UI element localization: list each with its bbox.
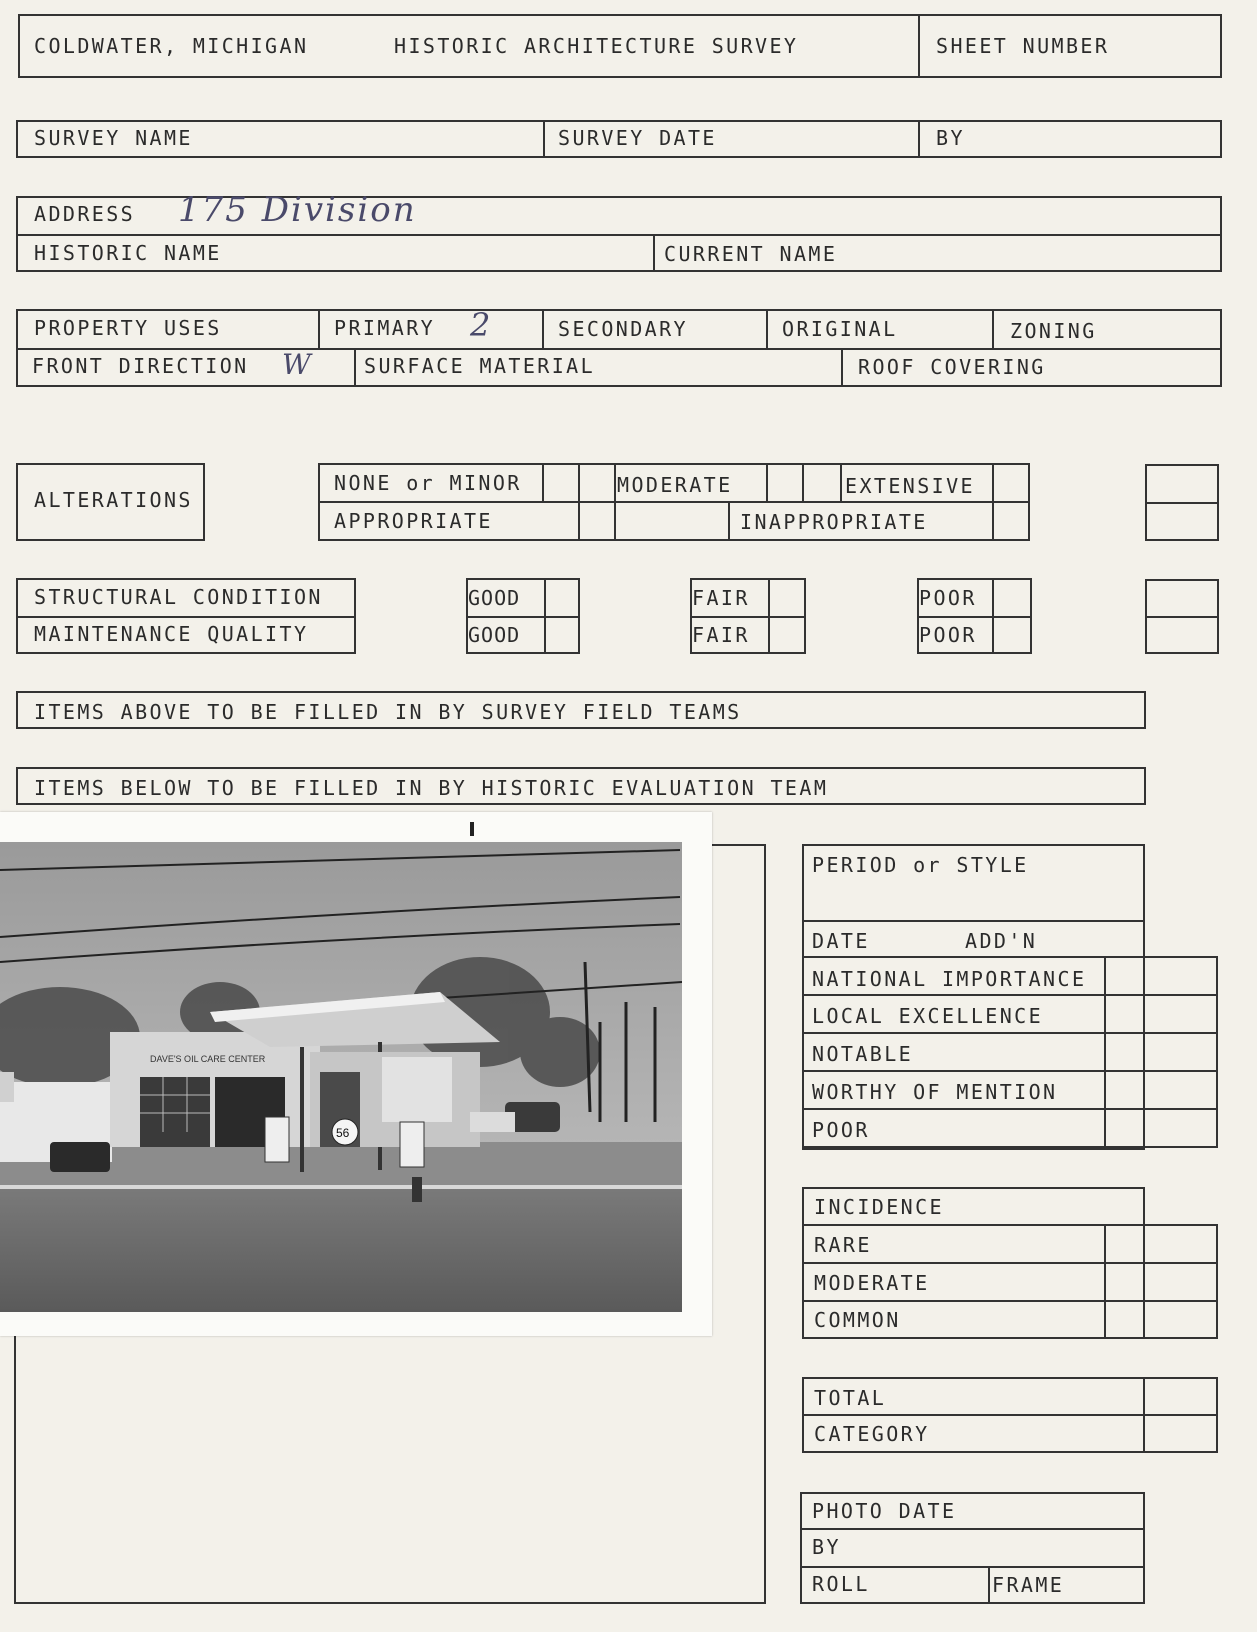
period-style-label: PERIOD or STYLE bbox=[812, 853, 1029, 877]
appropriate-label: APPROPRIATE bbox=[334, 509, 493, 533]
good-div bbox=[544, 578, 546, 654]
zoning-label: ZONING bbox=[1010, 319, 1097, 343]
eval-poor-label: POOR bbox=[812, 1118, 870, 1142]
frame-label: FRAME bbox=[992, 1573, 1065, 1597]
historic-name-label: HISTORIC NAME bbox=[34, 241, 222, 265]
cond-score-mid bbox=[1145, 616, 1219, 618]
alt-mid-line bbox=[318, 501, 1030, 503]
fair-mid bbox=[690, 616, 806, 618]
alterations-label: ALTERATIONS bbox=[34, 488, 193, 512]
below-note: ITEMS BELOW TO BE FILLED IN BY HISTORIC EVALUATION TEAM bbox=[34, 776, 829, 800]
alt-v6 bbox=[840, 463, 842, 501]
photo-area-bottom bbox=[14, 1602, 766, 1604]
shop-sign: DAVE'S OIL CARE CENTER bbox=[150, 1054, 266, 1064]
survey-divider-2 bbox=[918, 120, 920, 158]
secondary-label: SECONDARY bbox=[558, 317, 688, 341]
none-minor-label: NONE or MINOR bbox=[334, 471, 522, 495]
inc-score-div bbox=[1104, 1224, 1106, 1339]
structural-poor-label: POOR bbox=[919, 586, 977, 610]
alt-v5 bbox=[802, 463, 804, 501]
fuel-pump bbox=[265, 1117, 289, 1162]
worthy-of-mention-label: WORTHY OF MENTION bbox=[812, 1080, 1058, 1104]
front-direction-value: W bbox=[282, 348, 311, 381]
prop-div-6 bbox=[841, 348, 843, 387]
roll-label: ROLL bbox=[812, 1572, 870, 1596]
maintenance-good-label: GOOD bbox=[468, 623, 521, 647]
gas-station-photo bbox=[0, 842, 682, 1312]
photo-area-right bbox=[764, 844, 766, 1604]
maintenance-poor-label: POOR bbox=[919, 623, 977, 647]
total-div bbox=[1143, 1377, 1145, 1453]
photo-mark bbox=[470, 822, 474, 836]
survey-by-label: BY bbox=[936, 126, 965, 150]
alt-v7 bbox=[992, 463, 994, 541]
eval-line-1 bbox=[802, 956, 1218, 958]
structural-good-label: GOOD bbox=[468, 586, 521, 610]
eval-line-4 bbox=[802, 1070, 1218, 1072]
inc-line-3 bbox=[802, 1300, 1218, 1302]
total-label: TOTAL bbox=[814, 1386, 887, 1410]
alt-score-mid bbox=[1145, 502, 1219, 504]
prop-div-1 bbox=[318, 309, 320, 348]
total-mid bbox=[802, 1414, 1218, 1416]
moderate-label: MODERATE bbox=[617, 473, 733, 497]
date-label: DATE bbox=[812, 929, 870, 953]
fuel-pump bbox=[400, 1122, 424, 1167]
inc-score-right bbox=[1216, 1224, 1218, 1339]
addn-label: ADD'N bbox=[965, 929, 1038, 953]
eval-line-date bbox=[802, 920, 1145, 922]
maintenance-quality-label: MAINTENANCE QUALITY bbox=[34, 622, 309, 646]
maintenance-fair-label: FAIR bbox=[692, 623, 750, 647]
photo-info-line-1 bbox=[800, 1528, 1145, 1530]
eval-line-5 bbox=[802, 1108, 1218, 1110]
prop-div-4 bbox=[992, 309, 994, 348]
photo-date-label: PHOTO DATE bbox=[812, 1499, 957, 1523]
cond-label-mid bbox=[16, 616, 356, 618]
alt-v3 bbox=[614, 463, 616, 541]
inc-line-1 bbox=[802, 1224, 1218, 1226]
eval-line-3 bbox=[802, 1032, 1218, 1034]
alt-v1 bbox=[542, 463, 544, 501]
eval-score-div bbox=[1104, 956, 1106, 1148]
evaluation-box bbox=[802, 844, 1145, 1150]
survey-divider-1 bbox=[543, 120, 545, 158]
primary-label: PRIMARY bbox=[334, 316, 436, 340]
sheet-number-label: SHEET NUMBER bbox=[936, 34, 1110, 58]
front-direction-label: FRONT DIRECTION bbox=[32, 354, 249, 378]
poor-div bbox=[992, 578, 994, 654]
good-mid bbox=[466, 616, 580, 618]
survey-title: HISTORIC ARCHITECTURE SURVEY bbox=[394, 34, 799, 58]
photo-card bbox=[0, 812, 712, 1336]
photo-area-top bbox=[712, 844, 766, 846]
fair-div bbox=[768, 578, 770, 654]
surface-material-label: SURFACE MATERIAL bbox=[364, 354, 596, 378]
alt-v8 bbox=[578, 501, 580, 541]
category-label: CATEGORY bbox=[814, 1422, 930, 1446]
incidence-label: INCIDENCE bbox=[814, 1195, 944, 1219]
address-label: ADDRESS bbox=[34, 202, 136, 226]
extensive-label: EXTENSIVE bbox=[845, 474, 975, 498]
national-importance-label: NATIONAL IMPORTANCE bbox=[812, 967, 1087, 991]
photo-info-line-2 bbox=[800, 1566, 1145, 1568]
eval-line-2 bbox=[802, 994, 1218, 996]
address-value: 175 Division bbox=[178, 190, 417, 230]
city-label: COLDWATER, MICHIGAN bbox=[34, 34, 309, 58]
alt-v2 bbox=[578, 463, 580, 501]
common-label: COMMON bbox=[814, 1308, 901, 1332]
roof-covering-label: ROOF COVERING bbox=[858, 355, 1046, 379]
survey-date-label: SURVEY DATE bbox=[558, 126, 717, 150]
inappropriate-label: INAPPROPRIATE bbox=[740, 510, 928, 534]
above-note: ITEMS ABOVE TO BE FILLED IN BY SURVEY FIELD TEAMS bbox=[34, 700, 742, 724]
structural-condition-label: STRUCTURAL CONDITION bbox=[34, 585, 323, 609]
address-divider bbox=[16, 234, 1222, 236]
prop-div-5 bbox=[354, 348, 356, 387]
current-name-label: CURRENT NAME bbox=[664, 242, 838, 266]
photo-by-label: BY bbox=[812, 1535, 841, 1559]
photo-info-div bbox=[988, 1566, 990, 1604]
inc-line-4 bbox=[802, 1337, 1218, 1339]
notable-label: NOTABLE bbox=[812, 1042, 914, 1066]
building-photo bbox=[0, 842, 682, 1312]
eval-score-right bbox=[1216, 956, 1218, 1148]
structural-fair-label: FAIR bbox=[692, 586, 750, 610]
names-divider bbox=[653, 234, 655, 272]
poor-mid bbox=[917, 616, 1032, 618]
local-excellence-label: LOCAL EXCELLENCE bbox=[812, 1004, 1044, 1028]
rare-label: RARE bbox=[814, 1233, 872, 1257]
photo-area-left bbox=[14, 1336, 16, 1604]
incidence-moderate-label: MODERATE bbox=[814, 1271, 930, 1295]
header-divider bbox=[918, 14, 920, 78]
survey-name-label: SURVEY NAME bbox=[34, 126, 193, 150]
price-sign-text: 56 bbox=[336, 1126, 350, 1140]
inc-line-2 bbox=[802, 1262, 1218, 1264]
prop-div-2 bbox=[542, 309, 544, 348]
eval-line-6 bbox=[802, 1146, 1218, 1148]
alt-v9 bbox=[728, 501, 730, 541]
original-label: ORIGINAL bbox=[782, 317, 898, 341]
property-uses-label: PROPERTY USES bbox=[34, 316, 222, 340]
prop-div-3 bbox=[766, 309, 768, 348]
primary-value: 2 bbox=[470, 306, 491, 344]
alt-v4 bbox=[766, 463, 768, 501]
property-divider bbox=[16, 348, 1222, 350]
